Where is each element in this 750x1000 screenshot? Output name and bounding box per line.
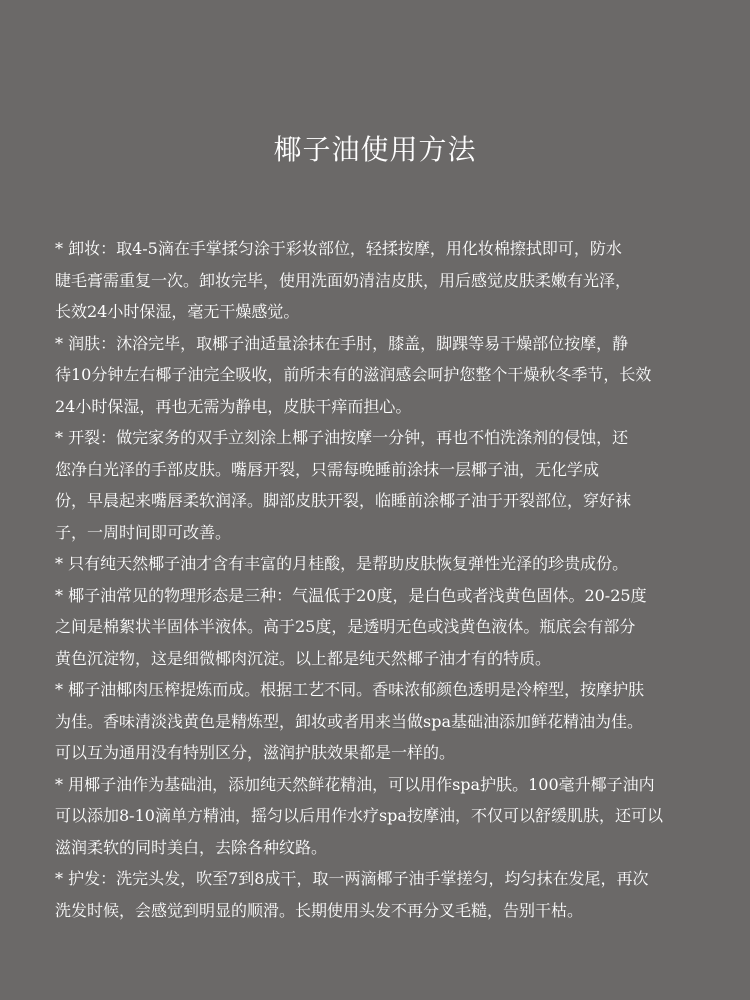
text-line: * 润肤：沐浴完毕，取椰子油适量涂抹在手肘，膝盖，脚踝等易干燥部位按摩，静 [55,333,629,353]
text-line: 您净白光泽的手部皮肤。嘴唇开裂，只需每晚睡前涂抹一层椰子油，无化学成 [55,459,600,479]
text-line: * 护发：洗完头发，吹至7到8成干，取一两滴椰子油手掌搓匀，均匀抹在发尾，再次 [55,869,649,888]
text-line: 为佳。香味清淡浅黄色是精炼型，卸妆或者用来当做spa基础油添加鲜花精油为佳。 [55,711,643,731]
text-line: 可以添加8-10滴单方精油，摇匀以后用作水疗spa按摩油，不仅可以舒缓肌肤，还可以 [55,806,663,825]
text-line: 滋润柔软的同时美白，去除各种纹路。 [55,837,328,857]
page-title: 椰子油使用方法 [273,133,477,166]
text-line: 份，早晨起来嘴唇柔软润泽。脚部皮肤开裂，临睡前涂椰子油于开裂部位，穿好袜 [55,491,632,510]
text-line: * 开裂：做完家务的双手立刻涂上椰子油按摩一分钟，再也不怕洗涤剂的侵蚀，还 [55,428,629,447]
text-line: 24小时保湿，再也无需为静电，皮肤干痒而担心。 [55,396,412,416]
text-line: 睫毛膏需重复一次。卸妆完毕，使用洗面奶清洁皮肤，用后感觉皮肤柔嫩有光泽， [55,270,632,290]
text-line: 之间是棉絮状半固体半液体。高于25度，是透明无色或浅黄色液体。瓶底会有部分 [55,617,636,636]
text-line: 子，一周时间即可改善。 [55,522,232,542]
text-line: * 椰子油椰肉压榨提炼而成。根据工艺不同。香味浓郁颜色透明是冷榨型，按摩护肤 [55,680,645,699]
text-line: * 只有纯天然椰子油才含有丰富的月桂酸，是帮助皮肤恢复弹性光泽的珍贵成份。 [55,554,629,573]
usage-instructions [55,233,727,926]
text-line: * 卸妆：取4-5滴在手掌揉匀涂于彩妆部位，轻揉按摩，用化妆棉擦拭即可，防水 [55,239,622,258]
text-line: * 椰子油常见的物理形态是三种：气温低于20度，是白色或者浅黄色固体。20-25度 [55,585,647,605]
text-line: * 用椰子油作为基础油，添加纯天然鲜花精油，可以用作spa护肤。100毫升椰子油内 [55,774,655,794]
text-line: 待10分钟左右椰子油完全吸收，前所未有的滋润感会呵护您整个干燥秋冬季节，长效 [55,365,652,384]
text-line: 长效24小时保湿，毫无干燥感觉。 [55,302,300,321]
text-line: 黄色沉淀物，这是细微椰肉沉淀。以上都是纯天然椰子油才有的特质。 [55,648,552,668]
text-line: 可以互为通用没有特别区分，滋润护肤效果都是一样的。 [55,743,456,762]
text-line: 洗发时候，会感觉到明显的顺滑。长期使用头发不再分叉毛糙，告别干枯。 [55,900,584,920]
